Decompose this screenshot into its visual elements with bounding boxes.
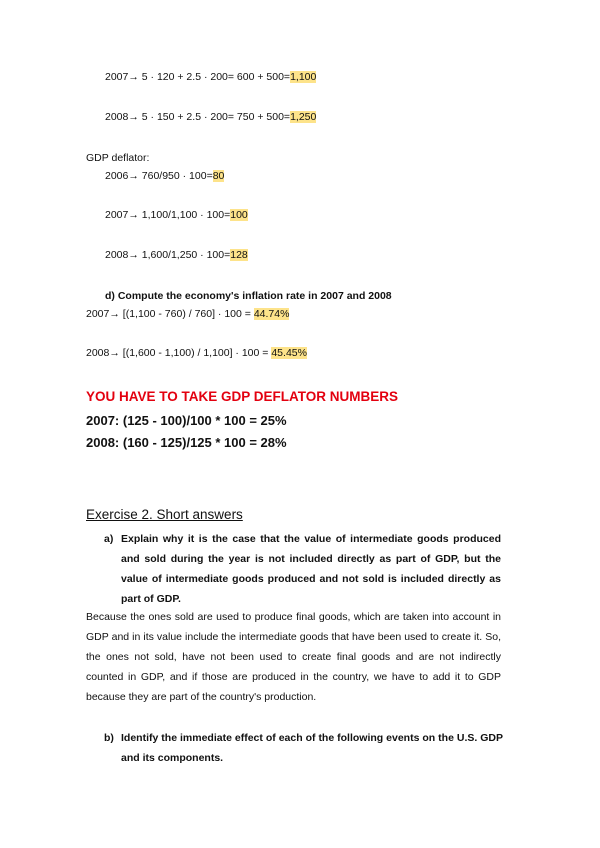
exercise-2-title: Exercise 2. Short answers [86,507,243,522]
inflation-2007-result: 44.74% [253,308,290,320]
deflator-2008-result: 128 [230,249,248,261]
correction-2007: 2007: (125 - 100)/100 * 100 = 25% [86,413,287,428]
inflation-2008-calc: 2008→ [(1,600 - 1,100) / 1,100] · 100 = [86,347,272,359]
deflator-2006-line [105,169,224,183]
gdp-2008-calc: 2008→ 5 · 150 + 2.5 · 200= 750 + 500= [105,111,291,123]
deflator-2007-calc: 2007→ 1,100/1,100 · 100= [105,209,231,221]
deflator-2008-line [105,248,248,262]
gdp-2007-result: 1,100 [290,71,317,83]
gdp-2008-line [105,110,316,124]
question-a-label: a) [104,533,114,545]
question-a: Explain why it is the case that the value of intermediate goods produced and sold during the year is not included directly as part of GDP, but the value of intermediate goods produced and not sold is included directly as part of GDP. [121,533,501,605]
question-b: Identify the immediate effect of each of the following events on the U.S. GDP and its components. [121,732,503,764]
inflation-2008-result: 45.45% [271,347,307,359]
question-b-label: b) [104,732,114,744]
inflation-2007-line [86,307,289,321]
gdp-2007-calc: 2007→ 5 · 120 + 2.5 · 200= 600 + 500= [105,71,291,83]
question-d: d) Compute the economy's inflation rate in 2007 and 2008 [105,290,392,302]
inflation-2008-line [86,346,307,360]
gdp-2008-result: 1,250 [290,111,317,123]
answer-a: Because the ones sold are used to produce final goods, which are taken into account in GDP and in its value include the intermediate goods that have been used to create it. So, the ones not sold, have not been used to create final goods and are not indirectly counted in GDP, and if those are produced in the country, we have to add it to GDP because they are part of the country's production. [86,611,501,703]
deflator-2008-calc: 2008→ 1,600/1,250 · 100= [105,249,231,261]
deflator-2006-result: 80 [212,170,225,182]
gdp-2007-line [105,70,316,84]
deflator-2006-calc: 2006→ 760/950 · 100= [105,170,213,182]
deflator-2007-line [105,208,248,222]
inflation-2007-calc: 2007→ [(1,100 - 760) / 760] · 100 = [86,308,254,320]
correction-2008: 2008: (160 - 125)/125 * 100 = 28% [86,435,287,450]
deflator-2007-result: 100 [230,209,248,221]
deflator-heading: GDP deflator: [86,152,150,164]
correction-heading: YOU HAVE TO TAKE GDP DEFLATOR NUMBERS [86,389,399,404]
